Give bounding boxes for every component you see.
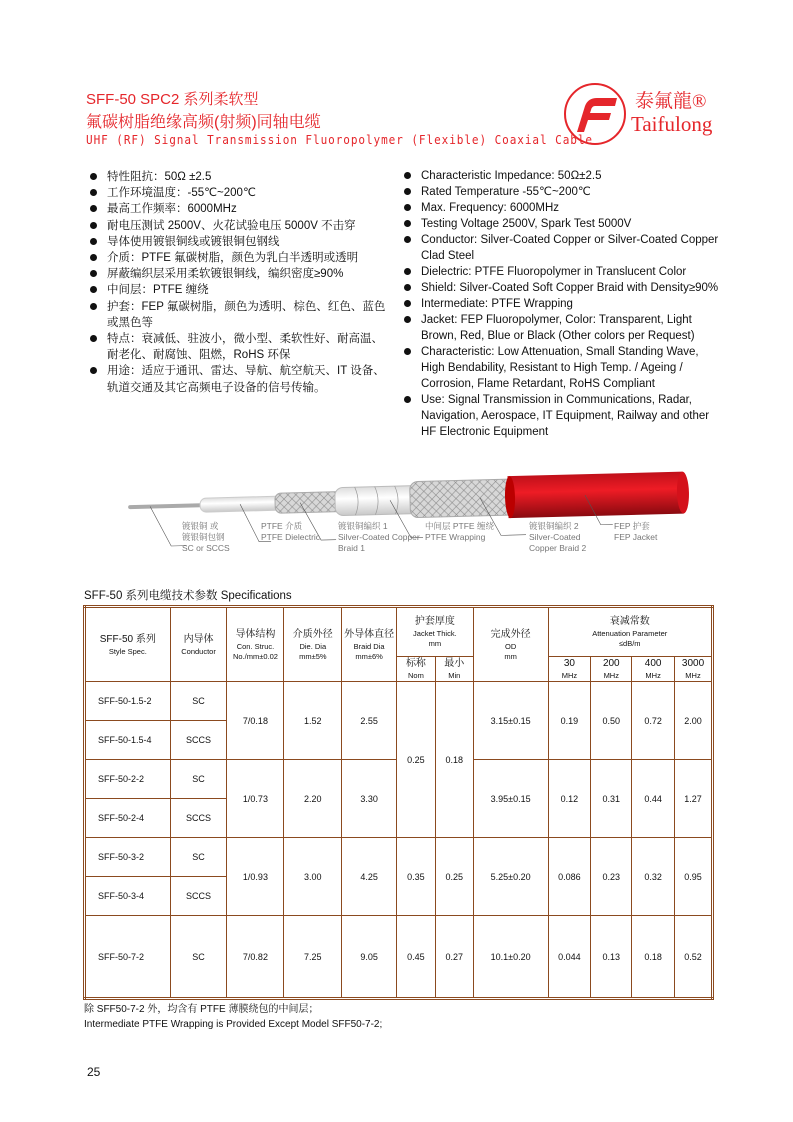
cell-att: 0.23 — [591, 838, 632, 916]
label-conductor — [182, 521, 230, 554]
header-min — [435, 657, 473, 682]
header-unit: No./mm±0.02 — [232, 651, 278, 661]
cell-od: 5.25±0.20 — [473, 838, 548, 916]
header-cn: 内导体 — [183, 633, 214, 645]
cell-braid: 4.25 — [342, 838, 397, 916]
cell-conductor: SCCS — [170, 799, 227, 838]
header-unit: mm±5% — [299, 651, 327, 661]
header-nom — [397, 657, 436, 682]
freq-unit: MHz — [603, 671, 619, 680]
cell-style: SFF-50-3-2 — [85, 838, 171, 877]
list-item: 导体使用镀银铜线或镀银铜包钢线 — [90, 234, 390, 250]
note-cn: 除 SFF50-7-2 外，均含有 PTFE 薄膜绕包的中间层； — [84, 1004, 319, 1015]
logo-en-text: Taifulong — [631, 112, 713, 136]
header-struc — [227, 607, 284, 682]
header-en: Con. Struc. — [236, 641, 275, 651]
cell-att: 0.12 — [548, 760, 591, 838]
label-cn: FEP 护套 — [614, 521, 650, 531]
label-cn: 镀银铜包钢 — [182, 532, 225, 542]
freq-unit: MHz — [561, 671, 578, 680]
cell-die: 3.00 — [284, 838, 342, 916]
label-en: Copper Braid 2 — [529, 543, 587, 553]
spec-table — [83, 605, 714, 1000]
freq-unit: MHz — [685, 671, 701, 680]
label-en: Silver-Coated Copper — [338, 532, 420, 542]
cell-att: 0.50 — [591, 682, 632, 760]
table-header-row — [85, 607, 713, 657]
label-jacket — [614, 521, 657, 543]
cell-att: 1.27 — [675, 760, 713, 838]
header-en: Braid Dia — [353, 641, 385, 651]
list-item: 最高工作频率：6000MHz — [90, 201, 390, 217]
list-item: Conductor: Silver-Coated Copper or Silver-Coated Copper Clad Steel — [404, 232, 724, 264]
header-en: Style Spec. — [108, 646, 147, 656]
cell-att: 0.72 — [632, 682, 675, 760]
header-unit: ≤dB/m — [618, 639, 641, 648]
label-en: Silver-Coated — [529, 532, 581, 542]
table-row — [85, 916, 713, 999]
page-number: 25 — [87, 1065, 101, 1079]
cell-od: 3.95±0.15 — [473, 760, 548, 838]
label-braid-2 — [529, 521, 586, 554]
cell-die: 2.20 — [284, 760, 342, 838]
header-en: OD — [504, 641, 517, 651]
cell-min: 0.18 — [435, 682, 473, 838]
table-row — [85, 682, 713, 721]
cell-min: 0.25 — [435, 838, 473, 916]
cell-conductor: SC — [170, 682, 227, 721]
table-row — [85, 838, 713, 877]
cell-min: 0.27 — [435, 916, 473, 999]
list-item: 用途：适应于通讯、雷达、导航、航空航天、IT 设备、轨道交通及其它高频电子设备的信号传输。 — [90, 363, 390, 395]
cell-style: SFF-50-2-4 — [85, 799, 171, 838]
header-en: Die. Dia — [299, 641, 327, 651]
label-en: PTFE Dielectric — [261, 532, 321, 542]
fep-jacket — [507, 472, 683, 519]
cell-braid: 3.30 — [342, 760, 397, 838]
cell-att: 0.19 — [548, 682, 591, 760]
header-cn: SFF-50 系列 — [99, 633, 156, 645]
cell-od: 10.1±0.20 — [473, 916, 548, 999]
cell-nom: 0.35 — [397, 838, 436, 916]
label-cn: 镀银铜编织 1 — [338, 521, 388, 531]
cell-att: 0.13 — [591, 916, 632, 999]
header-en: Conductor — [181, 646, 216, 656]
cell-conductor: SC — [170, 838, 227, 877]
header-unit: mm±6% — [355, 651, 383, 661]
list-item: 护套：FEP 氟碳树脂，颜色为透明、棕色、红色、蓝色或黑色等 — [90, 299, 390, 331]
header-en: Attenuation Parameter — [592, 629, 668, 638]
header-cn: 介质外径 — [292, 628, 333, 640]
header-cn: 完成外径 — [490, 628, 531, 640]
header-jacket — [397, 607, 474, 657]
label-en: Braid 1 — [338, 543, 365, 553]
cell-die: 1.52 — [284, 682, 342, 760]
list-item: 屏蔽编织层采用柔软镀银铜线，编织密度≥90% — [90, 266, 390, 282]
list-item: Characteristic: Low Attenuation, Small Standing Wave, High Bendability, Resistant to High Temp. / Ageing / Corrosion, Flame Retardant, RoHS Compliant — [404, 344, 724, 392]
header-cn: 最小 — [444, 658, 465, 669]
list-item: Max. Frequency: 6000MHz — [404, 200, 724, 216]
spec-table-title: SFF-50 系列电缆技术参数 Specifications — [84, 590, 292, 602]
header-cn: 衰减常数 — [609, 616, 650, 627]
list-item: 耐电压测试 2500V、火花试验电压 5000V 不击穿 — [90, 218, 390, 234]
cell-style: SFF-50-7-2 — [85, 916, 171, 999]
label-cn: 镀银铜编织 2 — [529, 521, 579, 531]
list-item: 特点：衰减低、驻波小，微小型、柔软性好、耐高温、耐老化、耐腐蚀、阻燃，RoHS 环保 — [90, 331, 390, 363]
cell-att: 0.95 — [675, 838, 713, 916]
header-cn: 外导体直径 — [344, 628, 395, 640]
header-freq-3000 — [675, 657, 713, 682]
header-cn: 护套厚度 — [414, 616, 455, 627]
cell-style: SFF-50-1.5-2 — [85, 682, 171, 721]
label-dielectric — [261, 521, 320, 543]
list-item: Rated Temperature -55℃~200℃ — [404, 184, 724, 200]
label-en: SC or SCCS — [182, 543, 230, 553]
cell-braid: 2.55 — [342, 682, 397, 760]
header-cn: 导体结构 — [235, 628, 276, 640]
freq-value: 30 — [563, 658, 575, 669]
list-item: Intermediate: PTFE Wrapping — [404, 296, 724, 312]
list-item: 介质：PTFE 氟碳树脂，颜色为乳白半透明或透明 — [90, 250, 390, 266]
header-freq-30 — [548, 657, 591, 682]
conductor — [128, 503, 208, 509]
label-cn: 中间层 PTFE 缠绕 — [425, 521, 494, 531]
cell-conductor: SCCS — [170, 721, 227, 760]
note-en: Intermediate PTFE Wrapping is Provided Except Model SFF50-7-2; — [84, 1019, 383, 1030]
header-od — [473, 607, 548, 682]
header-conductor — [170, 607, 227, 682]
cell-att: 0.086 — [548, 838, 591, 916]
freq-value: 400 — [644, 658, 662, 669]
cell-att: 0.18 — [632, 916, 675, 999]
list-item: Shield: Silver-Coated Soft Copper Braid with Density≥90% — [404, 280, 724, 296]
header-style — [85, 607, 171, 682]
cell-struc: 1/0.73 — [227, 760, 284, 838]
cell-struc: 7/0.82 — [227, 916, 284, 999]
list-item: Characteristic Impedance: 50Ω±2.5 — [404, 168, 724, 184]
list-item: Jacket: FEP Fluoropolymer, Color: Transparent, Light Brown, Red, Blue or Black (Other colors per Request) — [404, 312, 724, 344]
header-unit: mm — [504, 651, 517, 661]
cell-att: 0.044 — [548, 916, 591, 999]
list-item: Use: Signal Transmission in Communications, Radar, Navigation, Aerospace, IT Equipment, Railway and other HF Electronic Equipment — [404, 392, 724, 440]
logo-f-icon — [563, 82, 627, 146]
cell-conductor: SC — [170, 760, 227, 799]
cell-struc: 1/0.93 — [227, 838, 284, 916]
cell-att: 0.32 — [632, 838, 675, 916]
label-braid-1 — [338, 521, 420, 554]
cell-nom: 0.25 — [397, 682, 436, 838]
list-item: 特性阻抗：50Ω ±2.5 — [90, 169, 390, 185]
cell-die: 7.25 — [284, 916, 342, 999]
label-en: FEP Jacket — [614, 532, 658, 542]
cell-style: SFF-50-3-4 — [85, 877, 171, 916]
cell-att: 0.52 — [675, 916, 713, 999]
cell-nom: 0.45 — [397, 916, 436, 999]
features-cn-list — [90, 169, 390, 396]
cell-att: 0.44 — [632, 760, 675, 838]
header-en: Jacket Thick. — [413, 629, 457, 638]
title-series: SFF-50 SPC2 系列柔软型 — [86, 91, 259, 108]
label-cn: PTFE 介质 — [261, 521, 303, 531]
freq-value: 200 — [602, 658, 620, 669]
freq-unit: MHz — [645, 671, 661, 680]
cell-att: 0.31 — [591, 760, 632, 838]
list-item: Dielectric: PTFE Fluoropolymer in Translucent Color — [404, 264, 724, 280]
cell-conductor: SCCS — [170, 877, 227, 916]
title-cn: 氟碳树脂绝缘高频(射频)同轴电缆 — [86, 114, 321, 131]
cell-style: SFF-50-2-2 — [85, 760, 171, 799]
list-item: Testing Voltage 2500V, Spark Test 5000V — [404, 216, 724, 232]
header-attenuation — [548, 607, 713, 657]
header-freq-400 — [632, 657, 675, 682]
header-unit: mm — [428, 639, 442, 648]
label-en: PTFE Wrapping — [425, 532, 486, 542]
header-cn: 标称 — [405, 658, 426, 669]
label-cn: 镀银铜 或 — [182, 521, 219, 531]
cell-od: 3.15±0.15 — [473, 682, 548, 760]
header-freq-200 — [591, 657, 632, 682]
logo-cn-text: 泰氟龍® — [635, 91, 707, 112]
cell-style: SFF-50-1.5-4 — [85, 721, 171, 760]
header-die — [284, 607, 342, 682]
header-braid — [342, 607, 397, 682]
features-en-list — [404, 168, 724, 440]
cell-att: 2.00 — [675, 682, 713, 760]
list-item: 中间层：PTFE 缠绕 — [90, 282, 390, 298]
title-en: UHF (RF) Signal Transmission Fluoropolymer (Flexible) Coaxial Cable — [86, 133, 593, 147]
list-item: 工作环境温度：-55℃~200℃ — [90, 185, 390, 201]
cell-struc: 7/0.18 — [227, 682, 284, 760]
dielectric — [200, 496, 282, 512]
cell-conductor: SC — [170, 916, 227, 999]
label-wrapping — [425, 521, 494, 543]
taifulong-logo — [563, 82, 723, 146]
header-en: Nom — [408, 671, 424, 680]
header-en: Min — [448, 671, 461, 680]
cell-braid: 9.05 — [342, 916, 397, 999]
freq-value: 3000 — [681, 658, 705, 669]
